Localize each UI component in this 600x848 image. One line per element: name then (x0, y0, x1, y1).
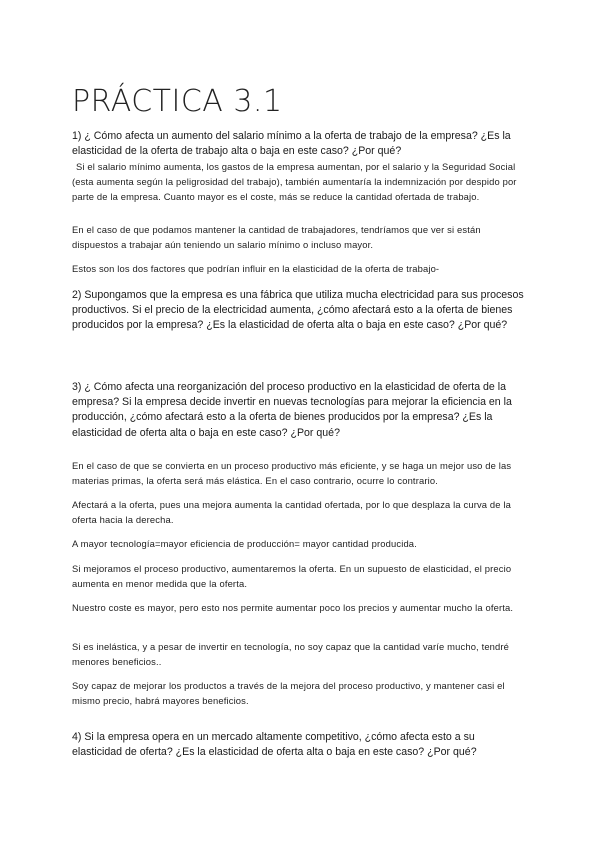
question-1: 1) ¿ Cómo afecta un aumento del salario mínimo a la oferta de trabajo de la empresa? ¿Es la elasticidad de la oferta de trabajo alta o baja en este caso? ¿Por qué? (72, 130, 511, 158)
answer-3-paragraph-5: Nuestro coste es mayor, pero esto nos permite aumentar poco los precios y aumentar mucho la oferta. (72, 602, 514, 613)
answer-3-paragraph-4: Si mejoramos el proceso productivo, aumentaremos la oferta. En un supuesto de elasticidad, el precio aumenta en menor medida que la oferta. (72, 563, 512, 590)
page-title: PRÁCTICA 3.1 (72, 84, 283, 119)
answer-1-paragraph-2: En el caso de que podamos mantener la cantidad de trabajadores, tendríamos que ver si están dispuestos a trabajar aún teniendo un salario mínimo o incluso mayor. (72, 224, 481, 251)
answer-3-paragraph-3: A mayor tecnología=mayor eficiencia de producción= mayor cantidad producida. (72, 538, 417, 549)
answer-3-paragraph-6: Si es inelástica, y a pesar de invertir en tecnología, no soy capaz que la cantidad varíe mucho, tendré menores beneficios.. (72, 641, 510, 668)
question-3: 3) ¿ Cómo afecta una reorganización del proceso productivo en la elasticidad de oferta de la empresa? Si la empresa decide invertir en nuevas tecnologías para mejorar la eficiencia en la producción, ¿cómo afectará esto a la oferta de bienes producidos por la empresa? ¿Es la elasticidad de oferta alta o baja en este caso? ¿Por qué? (72, 381, 512, 439)
question-2: 2) Supongamos que la empresa es una fábrica que utiliza mucha electricidad para sus procesos productivos. Si el precio de la electricidad aumenta, ¿cómo afectará esto a la oferta de bienes producidos por la empresa? ¿Es la elasticidad de oferta alta o baja en este caso? ¿Por qué? (72, 289, 524, 332)
answer-3-paragraph-2: Afectará a la oferta, pues una mejora aumenta la cantidad ofertada, por lo que desplaza la curva de la oferta hacia la derecha. (72, 499, 512, 526)
answer-1-paragraph-1: Si el salario mínimo aumenta, los gastos de la empresa aumentan, por el salario y la Seguridad Social (esta aumenta según la peligrosidad del trabajo), también aumentaría la indemnización por despido por parte de la empresa. Cuanto mayor es el coste, más se reduce la cantidad ofertada de trabajo. (72, 161, 517, 203)
answer-3-paragraph-7: Soy capaz de mejorar los productos a través de la mejora del proceso productivo, y mantener casi el mismo precio, habrá mayores beneficios. (72, 680, 505, 707)
answer-1-paragraph-3: Estos son los dos factores que podrían influir en la elasticidad de la oferta de trabajo- (72, 263, 440, 274)
answer-3-paragraph-1: En el caso de que se convierta en un proceso productivo más eficiente, y se haga un mejor uso de las materias primas, la oferta será más elástica. En el caso contrario, ocurre lo contrario. (72, 460, 512, 487)
question-4: 4) Si la empresa opera en un mercado altamente competitivo, ¿cómo afecta esto a su elasticidad de oferta? ¿Es la elasticidad de oferta alta o baja en este caso? ¿Por qué? (72, 731, 477, 759)
